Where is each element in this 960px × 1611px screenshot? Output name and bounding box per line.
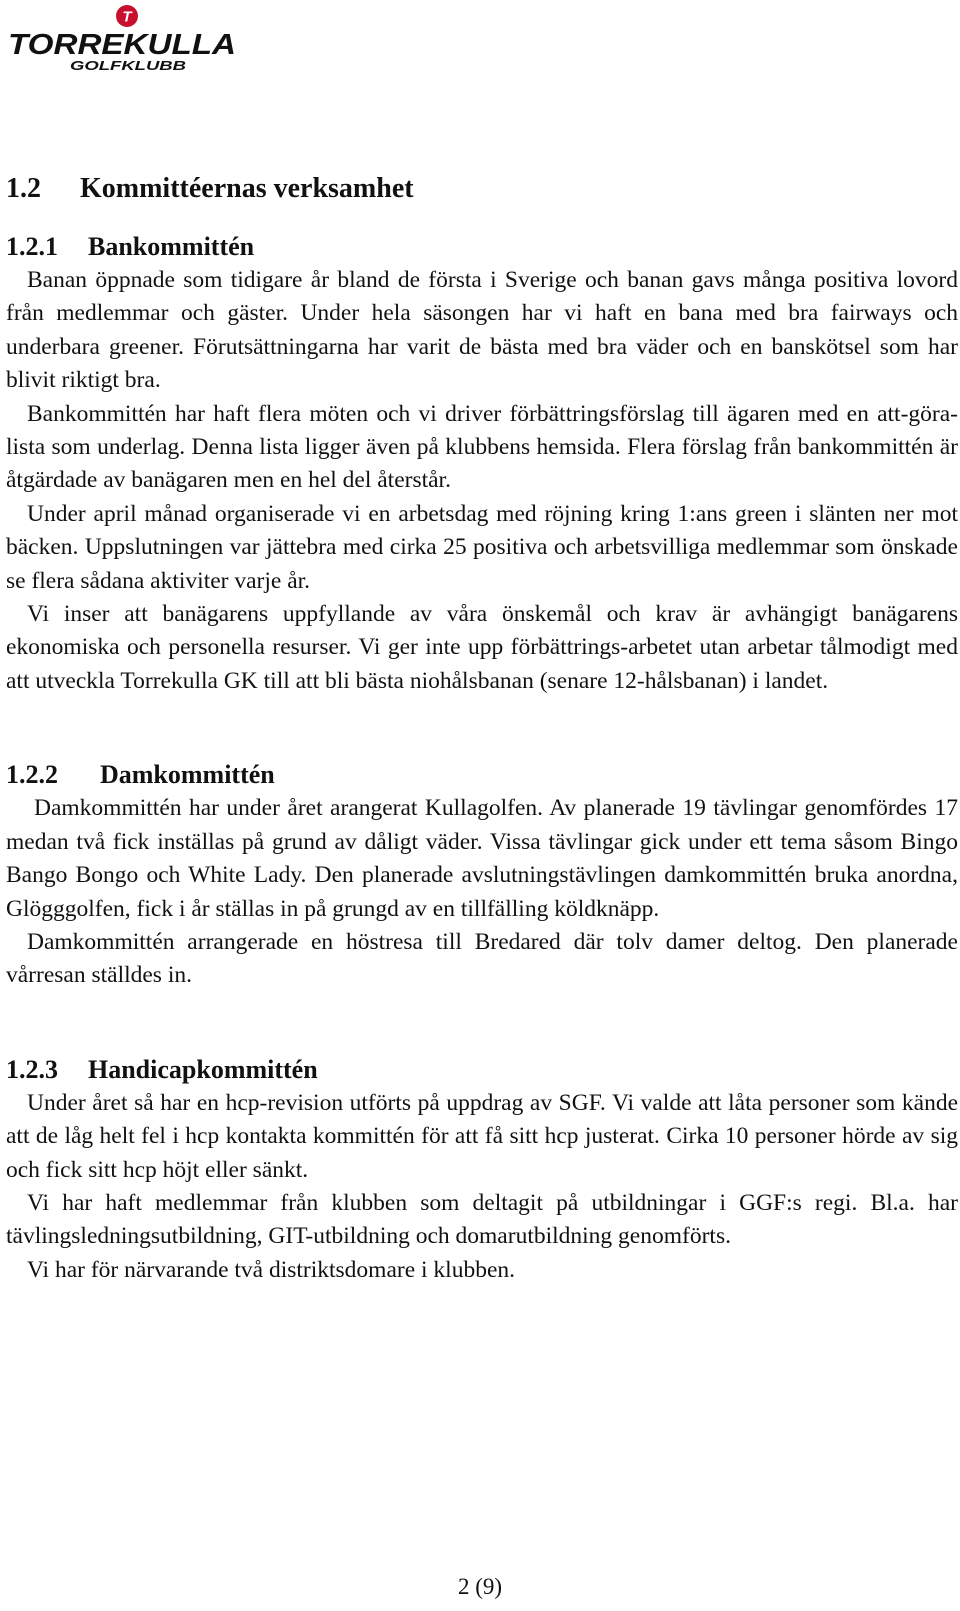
subsection-title: Bankommittén [88,232,255,261]
page-number: 2 (9) [457,1574,503,1599]
paragraph: Banan öppnade som tidigare år bland de första i Sverige och banan gavs många positiva lovord från medlemmar och gäster. Under hela säsongen har vi haft en bana med bra fairways och underbara greener. Förutsättningarna har varit de bästa med bra väder och en banskötsel som har blivit riktigt bra. [6,267,958,394]
club-logo [6,4,242,74]
subsection-number: 1.2.2 [6,760,58,790]
subsection-heading [6,230,958,264]
torrekulla-logo-graphic [6,4,242,74]
paragraph: Bankommittén har haft flera möten och vi driver förbättringsförslag till ägaren med en att-göra-lista som underlag. Denna lista ligger även på klubbens hemsida. Flera förslag från bankommittén är åtgärdade av banägaren men en hel del återstår. [6,400,958,494]
svg-text:TORREKULLA: TORREKULLA [8,29,236,61]
document-body [6,170,958,1287]
subsection-handicapkommitten [6,1053,958,1287]
svg-text:GOLFKLUBB: GOLFKLUBB [70,58,186,73]
paragraph: Damkommittén arrangerade en höstresa till Bredared där tolv damer deltog. Den planerade vårresan ställdes in. [6,928,958,989]
subsection-title: Damkommittén [100,760,275,790]
svg-text:T: T [122,8,132,26]
subsection-heading [6,1053,958,1087]
paragraph: Vi inser att banägarens uppfyllande av våra önskemål och krav är avhängigt banägarens ekonomiska och personella resurser. Vi ger inte upp förbättrings-arbetet utan arbetar tålmodigt med att utveckla Torrekulla GK till att bli bästa niohålsbanan (senare 12-hålsbanan) i landet. [6,601,958,694]
subsection-heading [6,758,958,792]
section-title: Kommittéernas verksamhet [80,173,414,204]
subsection-damkommitten [6,758,958,992]
section-number: 1.2 [6,173,41,204]
section-heading [6,170,958,208]
paragraph: Under året så har en hcp-revision utförts på uppdrag av SGF. Vi valde att låta personer som kände att de låg helt fel i hcp kontakta kommittén för att få sitt hcp justerat. Cirka 10 personer hörde av sig och fick sitt hcp höjt eller sänkt. [6,1089,958,1183]
paragraph: Vi har för närvarande två distriktsdomare i klubben. [27,1256,516,1283]
subsection-number: 1.2.3 [6,1054,58,1084]
subsection-bankommitten [6,230,958,698]
paragraph: Damkommittén har under året arangerat Kullagolfen. Av planerade 19 tävlingar genomfördes 17 medan två fick inställas på grund av dåligt väder. Vissa tävlingar gick under ett tema såsom Bingo Bango Bongo och White Lady. Den planerade avslutningstävlingen damkommittén bruka anordna, Glögggolfen, fick i år ställas in på grungd av en tillfälling köldknäpp. [6,795,958,922]
subsection-number: 1.2.1 [6,232,58,261]
subsection-title: Handicapkommittén [88,1054,318,1084]
paragraph: Under april månad organiserade vi en arbetsdag med röjning kring 1:ans green i slänten ner mot bäcken. Uppslutningen var jättebra med cirka 25 positiva och arbetsvilliga medlemmar som önskade se flera sådana aktiviter varje år. [6,500,958,594]
paragraph: Vi har haft medlemmar från klubben som deltagit på utbildningar i GGF:s regi. Bl.a. har tävlingsledningsutbildning, GIT-utbildning och domarutbildning genomförts. [6,1189,958,1250]
